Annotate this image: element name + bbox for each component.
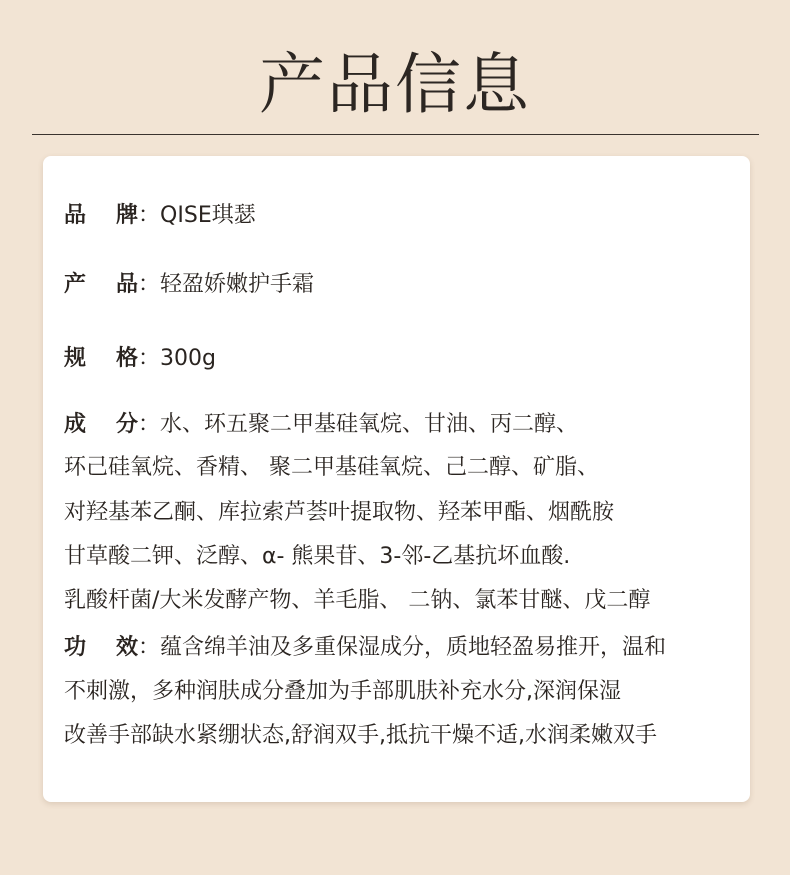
ingredients-first-line: 水、环五聚二甲基硅氧烷、甘油、丙二醇、 bbox=[160, 412, 579, 437]
brand-value: QISE琪瑟 bbox=[160, 203, 256, 228]
brand-label-a: 品 bbox=[64, 203, 87, 228]
page-title: 产品信息 bbox=[259, 46, 531, 123]
brand-colon: ： bbox=[138, 203, 161, 228]
ingredients-line: 甘草酸二钾、泛醇、α- 熊果苷、3-邻-乙基抗坏血酸. bbox=[64, 544, 571, 569]
ingredients-label-a: 成 bbox=[64, 412, 87, 437]
spec-colon: ： bbox=[138, 346, 161, 371]
title-divider bbox=[32, 134, 759, 135]
product-label-a: 产 bbox=[64, 272, 87, 297]
efficacy-label-a: 功 bbox=[64, 635, 87, 660]
efficacy-first-line: 蕴含绵羊油及多重保湿成分，质地轻盈易推开，温和 bbox=[160, 635, 667, 660]
ingredients-colon: ： bbox=[138, 412, 161, 437]
brand-row bbox=[64, 194, 754, 238]
ingredients-row bbox=[64, 403, 754, 447]
spec-value: 300g bbox=[160, 346, 217, 371]
ingredients-label-b: 分 bbox=[116, 412, 139, 437]
spec-label-a: 规 bbox=[64, 346, 87, 371]
efficacy-line: 不刺激，多种润肤成分叠加为手部肌肤补充水分,深润保湿 bbox=[64, 679, 621, 704]
product-colon: ： bbox=[138, 272, 161, 297]
spec-label-b: 格 bbox=[116, 346, 139, 371]
efficacy-row bbox=[64, 626, 754, 670]
product-value: 轻盈娇嫩护手霜 bbox=[160, 272, 315, 297]
brand-label-b: 牌 bbox=[116, 203, 139, 228]
product-label-b: 品 bbox=[116, 272, 139, 297]
ingredients-line: 对羟基苯乙酮、库拉索芦荟叶提取物、羟苯甲酯、烟酰胺 bbox=[64, 500, 615, 525]
ingredients-line: 环己硅氧烷、香精、 聚二甲基硅氧烷、己二醇、矿脂、 bbox=[64, 455, 599, 480]
efficacy-colon: ： bbox=[138, 635, 161, 660]
product-row bbox=[64, 263, 754, 307]
efficacy-label-b: 效 bbox=[116, 635, 139, 660]
ingredients-line: 乳酸杆菌/大米发酵产物、羊毛脂、 二钠、氯苯甘醚、戊二醇 bbox=[64, 588, 651, 613]
spec-row bbox=[64, 337, 754, 381]
efficacy-line: 改善手部缺水紧绷状态,舒润双手,抵抗干燥不适,水润柔嫩双手 bbox=[64, 723, 657, 748]
